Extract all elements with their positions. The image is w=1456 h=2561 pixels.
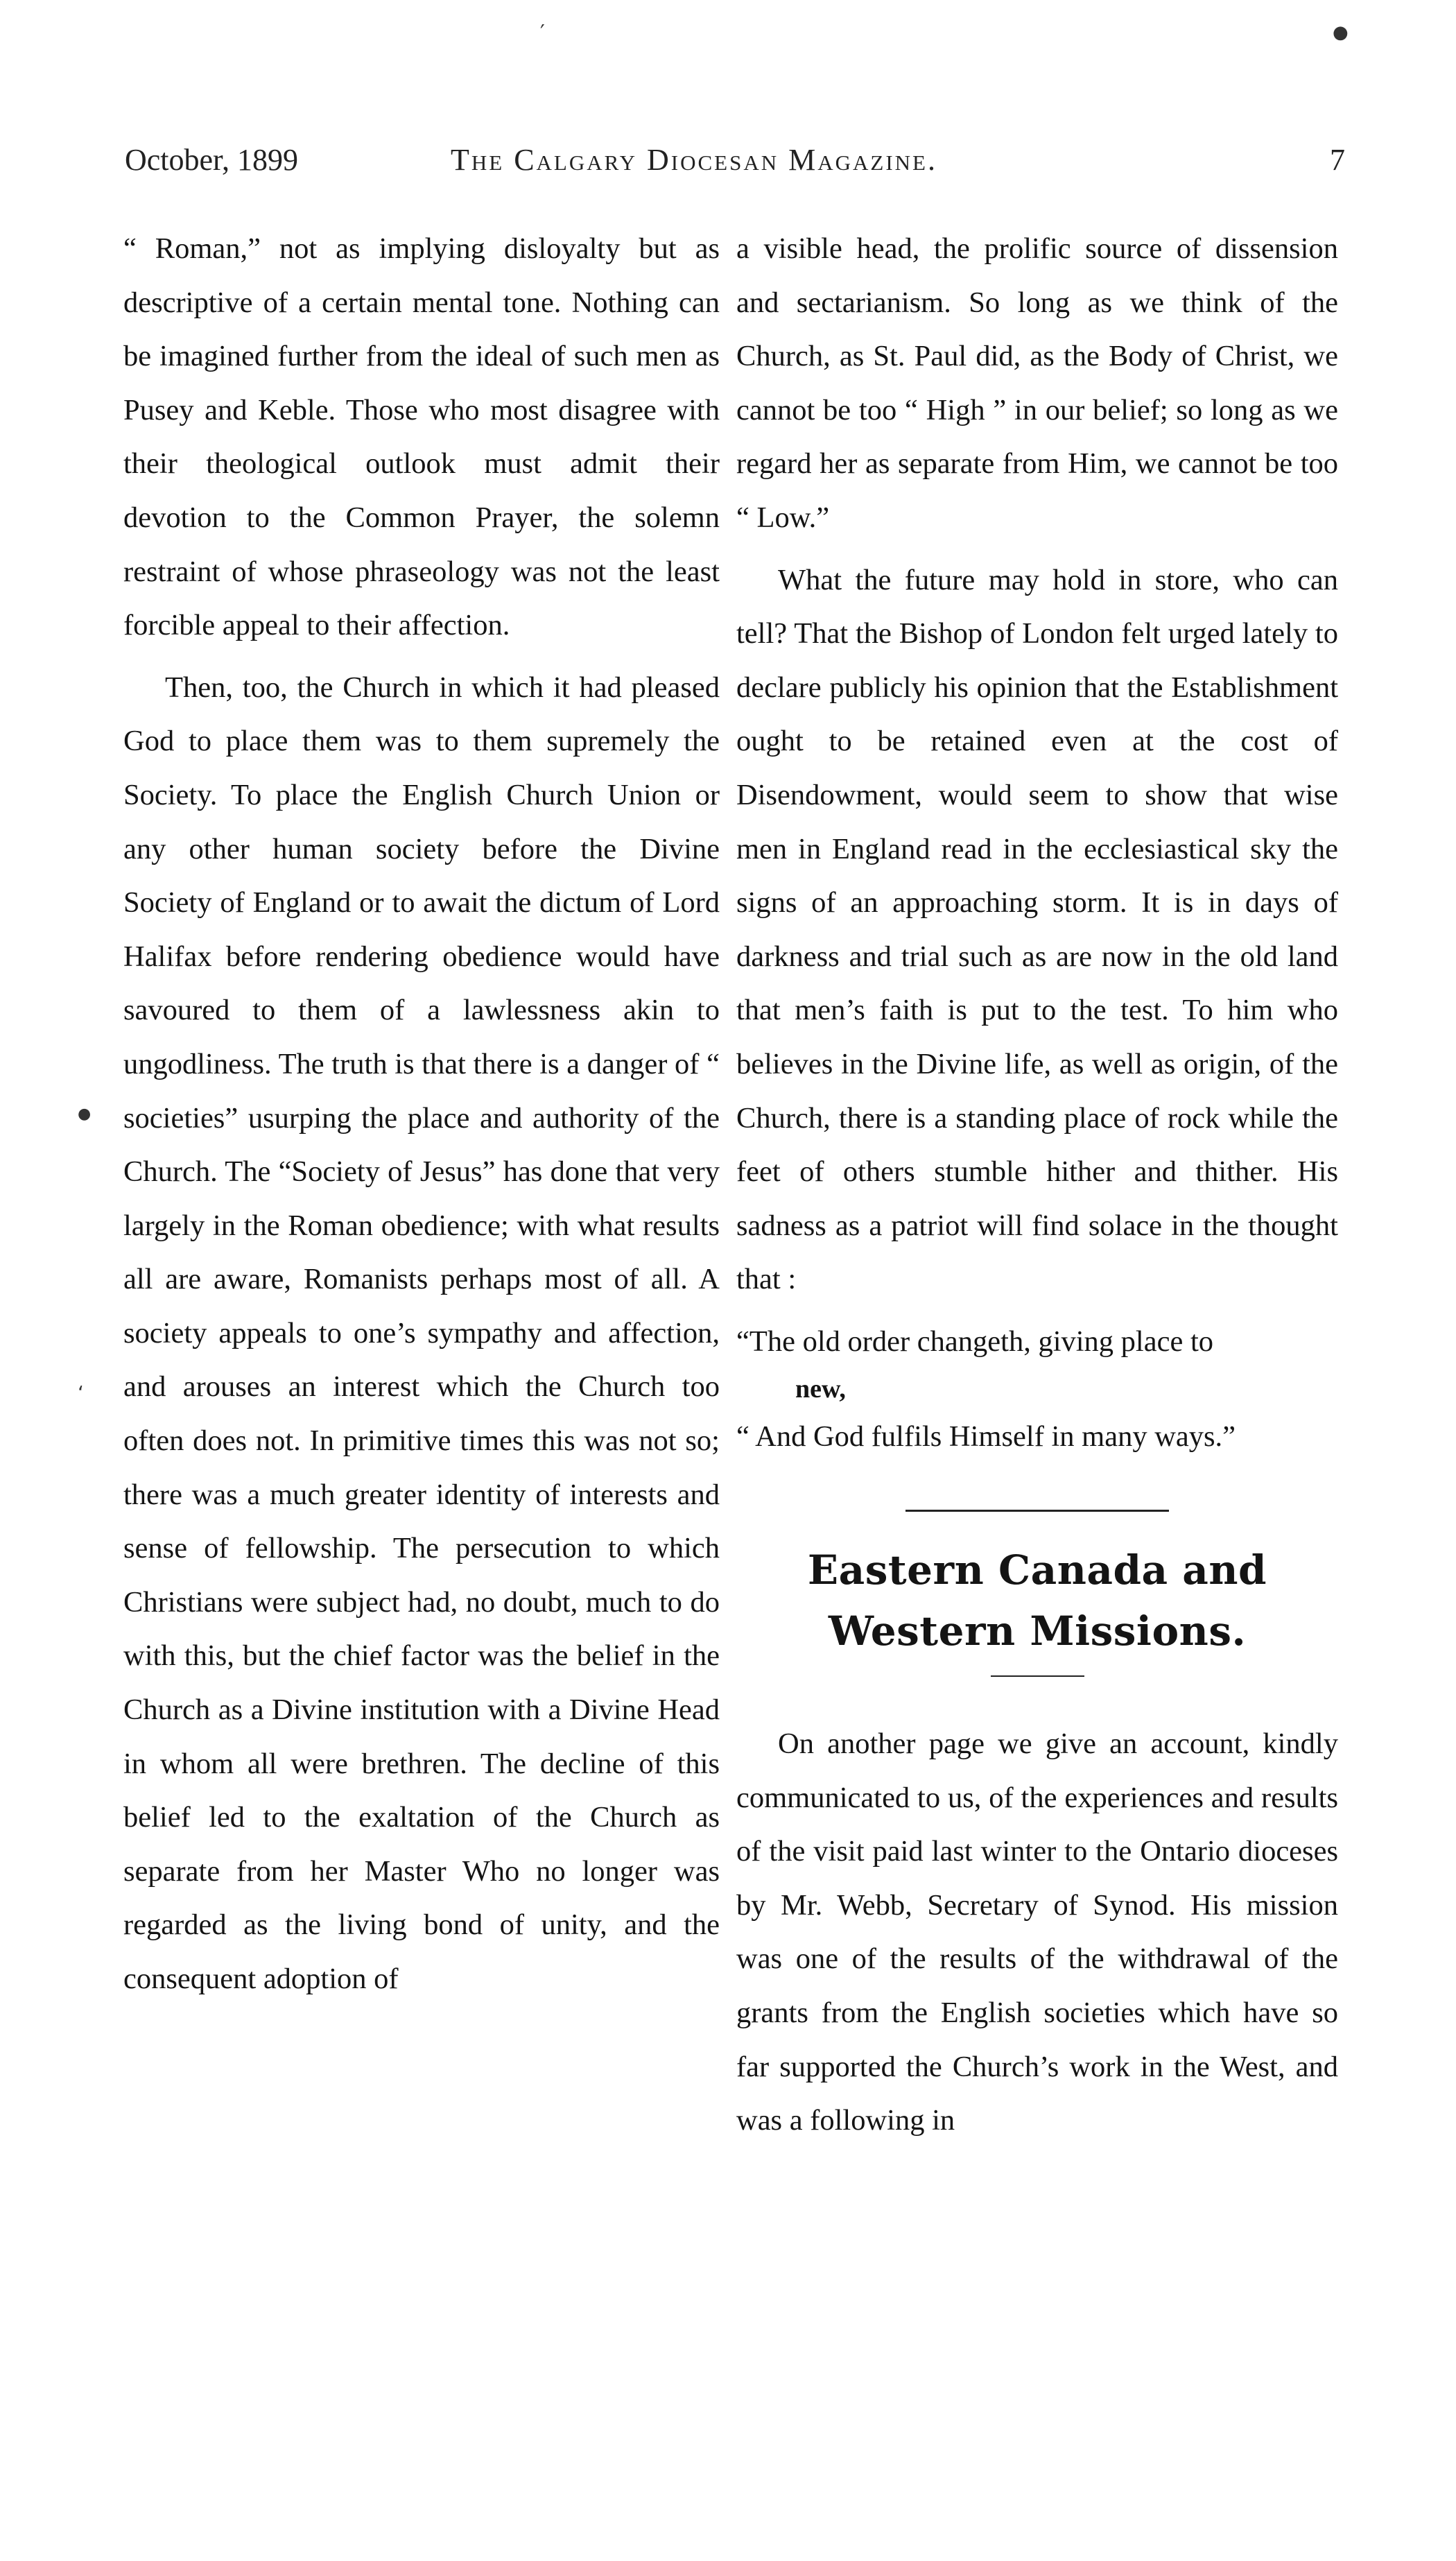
right-paragraph-continued: a visible head, the prolific source of dissension and sectarianism. So long as we think of the Church, as St. Paul did, as the Body of Christ, we cannot be too “ High ” in our belief; so long as we regard her as separate from Him, we cannot be too “ Low.” (736, 232, 1338, 534)
scan-speck: ● (1333, 22, 1349, 43)
left-paragraph-society: Then, too, the Church in which it had pleased God to place them was to them supremely the Society. To place the English Church Union or any other human society before the Divine Society of England or to await the dictum of Lord Halifax before rendering obedience would have savoured to them of a lawlessness akin to ungodliness. The truth is that there is a danger of “ societies” usurping the place and authority of the Church. The “Society of Jesus” has done that very largely in the Roman obedience; with what results all are aware, Romanists perhaps most of all. A society appeals to one’s sympathy and affection, and arouses an interest which the Church too often does not. In primitive times this was not so; there was a much greater identity of interests and sense of fellowship. The persecution to which Christians were subject had, no doubt, much to do with this, but the chief factor was the belief in the Church as a Divine institution with a Divine Head in whom all were brethren. The decline of this belief led to the exaltation of the Church as separate from her Master Who no longer was regarded as the living bond of unity, and the consequent adoption of (123, 671, 720, 1995)
quote-line-3: “ And God fulfils Himself in many ways.” (736, 1420, 1236, 1454)
margin-mark: ● (78, 1105, 92, 1123)
missions-paragraph: On another page we give an account, kindly communicated to us, of the experiences and results of the visit paid last winter to the Ontario dioceses by Mr. Webb, Secretary of Synod. His mission was one of the results of the withdrawal of the grants from the English societies which have so far supported the Church’s work in the West, and was a following in (736, 1727, 1338, 2137)
heading-underline (991, 1675, 1084, 1677)
right-paragraph-future: What the future may hold in store, who can tell? That the Bishop of London felt urged lately to declare publicly his opinion that the Establishment ought to be retained even at the cost of Disendowment, would seem to show that wise men in England read in the ecclesiastical sky the signs of an approaching storm. It is in days of darkness and trial such as are now in the old land that men’s faith is put to the test. To him who believes in the Divine life, as well as origin, of the Church, there is a standing place of rock while the feet of others stumble hither and thither. His sadness as a patriot will find solace in the thought that : (736, 563, 1338, 1296)
section-heading: Eastern Canada and Western Missions. (807, 1546, 1267, 1655)
left-paragraph-continued: “ Roman,” not as implying disloyalty but as descriptive of a certain mental tone. Nothing can be imagined further from the ideal of such men as Pusey and Keble. Those who most disagree with their theological outlook must admit their devotion to the Common Prayer, the solemn restraint of whose phraseology was not the least forcible appeal to their affection. (123, 232, 720, 642)
margin-mark: ‘ (78, 1381, 84, 1404)
tennyson-quote (736, 1315, 1338, 1464)
scan-speck: ′ (540, 21, 545, 45)
quote-line-1: “The old order changeth, giving place to (736, 1325, 1214, 1358)
issue-date: October, 1899 (125, 143, 298, 177)
section-divider (905, 1510, 1169, 1512)
right-column (736, 222, 1338, 2148)
page-number: 7 (1330, 143, 1345, 177)
page-header (125, 142, 1345, 191)
left-column (123, 222, 720, 2006)
magazine-title: The Calgary Diocesan Magazine. (451, 143, 937, 177)
quote-line-2: new, (795, 1374, 846, 1404)
